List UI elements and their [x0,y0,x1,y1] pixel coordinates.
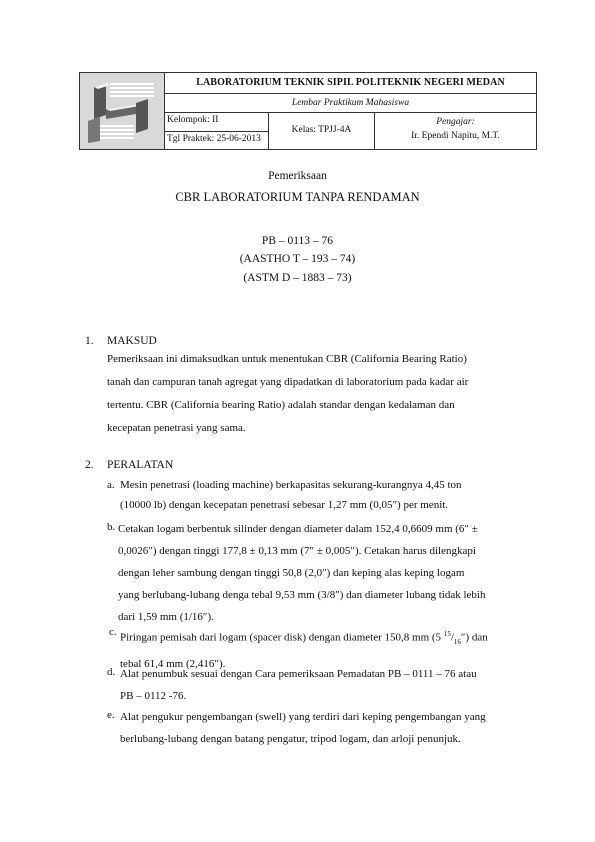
item-line: Alat pengukur pengembangan (swell) yang terdiri dari keping pengembangan yang [120,711,486,723]
cell-divider [165,131,268,132]
document-title: CBR LABORATORIUM TANPA RENDAMAN [175,190,420,204]
pemeriksaan-label: Pemeriksaan [268,170,327,182]
fraction-slash: / [450,631,454,644]
section-number: 1. [85,335,94,347]
standard-code-aashto: (AASTHO T – 193 – 74) [239,253,356,265]
class-cell [269,113,375,149]
fraction-numerator: 15 [443,630,451,638]
item-line: Cetakan logam berbentuk silinder dengan diameter dalam 152,4 0,6609 mm (6″ ± [118,523,478,535]
section-heading-maksud: MAKSUD [107,335,157,347]
practice-date: Tgl Praktek: 25-06-2013 [167,134,261,144]
maksud-paragraph [107,348,527,440]
paragraph-line: Pemeriksaan ini dimaksudkan untuk menentukan CBR (California Bearing Ratio) [107,353,467,365]
item-line: (10000 lb) dengan kecepatan penetrasi sebesar 1,27 mm (0,05″) per menit. [120,498,449,511]
list-marker: d. [107,666,116,678]
group-label: Kelompok: II [167,115,219,125]
section-heading-peralatan: PERALATAN [107,459,174,471]
logo-icon [80,73,164,149]
fraction-denominator: 16 [453,637,461,646]
list-marker: c. [109,626,117,638]
standard-code-astm: (ASTM D – 1883 – 73) [243,272,352,284]
institution-logo [79,72,165,150]
standard-code-pb: PB – 0113 – 76 [261,235,334,247]
item-line: 0,0026″) dengan tinggi 177,8 ± 0,13 mm (7″ ± 0,005″). Cetakan harus dilengkapi [118,545,476,557]
header-table [79,72,537,150]
instructor-label: Pengajar: [436,117,475,127]
item-line: PB – 0112 -76. [120,690,187,702]
instructor-name: Ir. Ependi Napitu, M.T. [411,131,500,141]
lab-title: LABORATORIUM TEKNIK SIPIL POLITEKNIK NEGERI MEDAN [165,73,536,94]
sheet-subtitle: Lembar Praktikum Mahasiswa [165,94,536,113]
item-text: ″) dan [460,631,488,644]
item-line: tebal 61,4 mm (2,416″). [120,657,226,670]
class-label: Kelas: TPJJ-4A [291,125,352,135]
group-date-cell [165,113,269,149]
paragraph-line: kecepatan penetrasi yang sama. [107,422,246,434]
list-marker: a. [107,479,115,491]
item-line: berlubang-lubang dengan batang pengatur, tripod logam, dan arloji penunjuk. [120,733,461,745]
item-line [120,623,520,653]
paragraph-line: tanah dan campuran tanah agregat yang dipadatkan di laboratorium pada kadar air [107,376,469,388]
item-line: dari 1,59 mm (1/16″). [118,611,214,623]
item-line: Mesin penetrasi (loading machine) berkapasitas sekurang-kurangnya 4,45 ton [120,479,462,491]
list-marker: b. [107,521,116,533]
item-text: Piringan pemisah dari logam (spacer disk) dengan diameter 150,8 mm (5 [120,631,444,644]
paragraph-line: tertentu. CBR (California bearing Ratio) adalah standar dengan kedalaman dan [107,399,455,411]
section-number: 2. [85,459,94,471]
instructor-cell [375,113,536,149]
list-marker: e. [107,709,115,721]
item-line: yang berlubang-lubang denga tebal 9,53 mm (3/8″) dan diameter lubang tidak lebih [118,589,486,601]
item-line: dengan leher sambung dengan tinggi 50,8 (2,0″) dan keping alas keping logam [118,567,465,579]
item-line: Alat penumbuk sesuai dengan Cara pemeriksaan Pemadatan PB – 0111 – 76 atau [120,668,477,680]
